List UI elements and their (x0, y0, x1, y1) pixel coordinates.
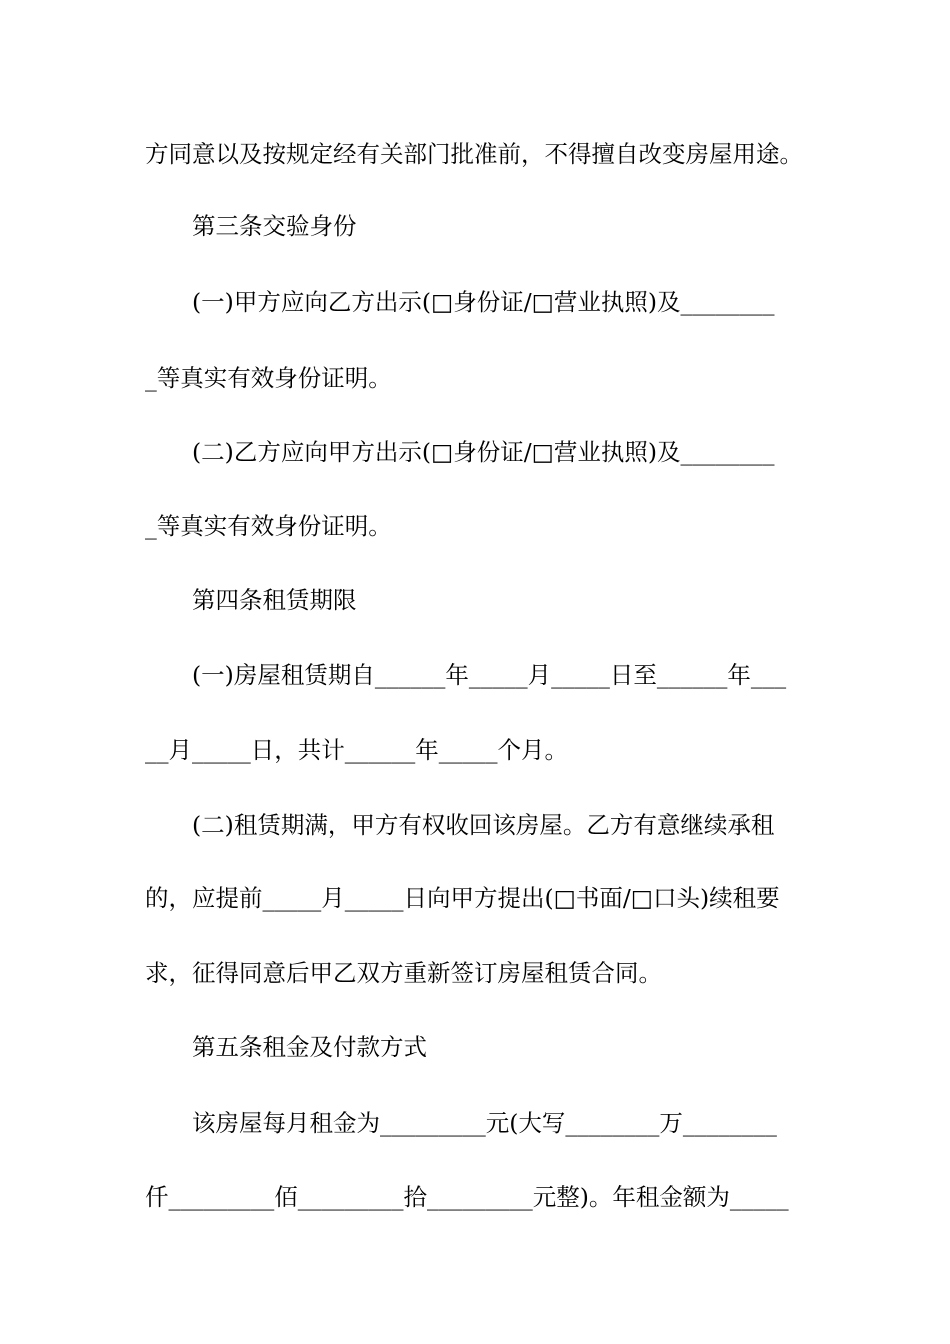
section-heading: 第五条租金及付款方式 (192, 1033, 427, 1061)
text-line: _等真实有效身份证明。 (145, 512, 392, 540)
text-line: 的，应提前_____月_____日向甲方提出(□书面/□口头)续租要 (145, 884, 780, 912)
text-line: 求，征得同意后甲乙双方重新签订房屋租赁合同。 (145, 959, 662, 987)
text-line: __月_____日，共计______年_____个月。 (145, 736, 568, 764)
text-line: 仟_________佰_________拾_________元整)。年租金额为_____ (145, 1183, 789, 1211)
section-heading: 第四条租赁期限 (192, 586, 357, 614)
text-line: (二)乙方应向甲方出示(□身份证/□营业执照)及________ (192, 438, 775, 466)
text-line: (一)甲方应向乙方出示(□身份证/□营业执照)及________ (192, 288, 775, 316)
section-heading: 第三条交验身份 (192, 212, 357, 240)
text-line: _等真实有效身份证明。 (145, 364, 392, 392)
text-line: 方同意以及按规定经有关部门批准前，不得擅自改变房屋用途。 (145, 140, 803, 168)
text-line: (二)租赁期满，甲方有权收回该房屋。乙方有意继续承租 (192, 811, 775, 839)
text-line: 该房屋每月租金为_________元(大写________万________ (192, 1109, 777, 1137)
text-line: (一)房屋租赁期自______年_____月_____日至______年___ (192, 661, 787, 689)
